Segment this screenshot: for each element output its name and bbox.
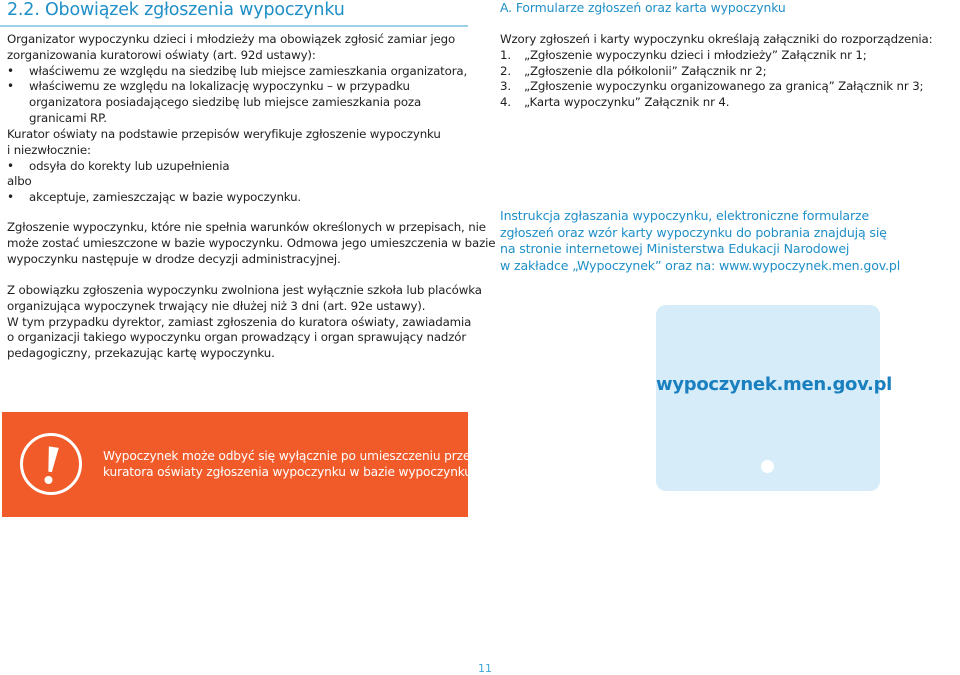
text-line: wypoczynku następuje w drodze decyzji administracyjnej. <box>7 251 341 266</box>
bullet-item: • odsyła do korekty lub uzupełnienia <box>7 159 469 175</box>
page-number: 11 <box>478 662 492 675</box>
list-number: 4. <box>500 95 511 110</box>
bullet-item: • właściwemu ze względu na lokalizację wypoczynku – w przypadku organizatora posiadającego siedzibę lub miejsce zamieszkania poza granicami RP. <box>7 79 469 126</box>
website-link[interactable]: wypoczynek.men.gov.pl <box>656 374 893 395</box>
instructions-note <box>500 208 940 274</box>
list-item <box>500 79 940 95</box>
text-line: pedagogiczny, przekazując kartę wypoczynku. <box>7 346 275 361</box>
text-line: Organizator wypoczynku dzieci i młodzieży ma obowiązek zgłosić zamiar jego <box>7 32 456 46</box>
exclamation-circle-icon <box>20 433 82 495</box>
list-item <box>500 64 940 80</box>
text-line: Zgłoszenie wypoczynku, które nie spełnia warunków określonych w przepisach, nie <box>7 220 486 234</box>
monitor-screen <box>664 313 872 483</box>
info-line: Instrukcja zgłaszania wypoczynku, elektroniczne formularze <box>500 208 870 223</box>
list-number: 3. <box>500 79 511 94</box>
text-line: o organizacji takiego wypoczynku organ prowadzący i organ sprawujący nadzór <box>7 330 467 345</box>
text-line: Z obowiązku zgłoszenia wypoczynku zwolniona jest wyłącznie szkoła lub placówka <box>7 283 482 297</box>
list-item <box>500 48 940 64</box>
list-text: „Zgłoszenie dla półkolonii” Załącznik nr 2; <box>524 63 767 78</box>
paragraph-exemption <box>7 283 482 362</box>
list-number: 2. <box>500 63 511 78</box>
alert-message <box>103 448 477 480</box>
text-line: Kurator oświaty na podstawie przepisów weryfikuje zgłoszenie wypoczynku <box>7 127 441 141</box>
forms-list-section <box>500 32 940 111</box>
list-text: „Zgłoszenie wypoczynku organizowanego za granicą” Załącznik nr 3; <box>524 79 924 94</box>
text-line: albo <box>7 174 32 189</box>
alert-line: Wypoczynek może odbyć się wyłącznie po umieszczeniu przez <box>103 449 477 463</box>
title-underline <box>0 25 468 27</box>
info-line: w zakładce „Wypoczynek” oraz na: www.wypoczynek.men.gov.pl <box>500 257 901 273</box>
paragraph-refusal <box>7 220 496 267</box>
page-title: 2.2. Obowiązek zgłoszenia wypoczynku <box>7 0 345 20</box>
text-line: może zostać umieszczone w bazie wypoczynku. Odmowa jego umieszczenia w bazie <box>7 235 496 250</box>
list-number: 1. <box>500 47 511 62</box>
bullet-item: • właściwemu ze względu na siedzibę lub miejsce zamieszkania organizatora, <box>7 64 469 80</box>
paragraph-obligation <box>7 32 469 127</box>
section-heading: A. Formularze zgłoszeń oraz karta wypoczynku <box>500 0 786 15</box>
text-line: zorganizowania kuratorowi oświaty (art. 92d ustawy): <box>7 47 316 62</box>
text-line: organizująca wypoczynek trwający nie dłużej niż 3 dni (art. 92e ustawy). <box>7 298 426 313</box>
list-text: „Zgłoszenie wypoczynku dzieci i młodzieży” Załącznik nr 1; <box>524 47 867 62</box>
text-line: i niezwłocznie: <box>7 142 91 157</box>
alert-line: kuratora oświaty zgłoszenia wypoczynku w bazie wypoczynku. <box>103 465 476 479</box>
info-line: na stronie internetowej Ministerstwa Edukacji Narodowej <box>500 241 850 257</box>
paragraph-verification <box>7 127 469 206</box>
forms-intro: Wzory zgłoszeń i karty wypoczynku określają załączniki do rozporządzenia: <box>500 32 933 46</box>
list-text: „Karta wypoczynku” Załącznik nr 4. <box>524 95 730 110</box>
text-line: W tym przypadku dyrektor, zamiast zgłoszenia do kuratora oświaty, zawiadamia <box>7 314 472 329</box>
list-item <box>500 95 940 111</box>
info-line: zgłoszeń oraz wzór karty wypoczynku do pobrania znajdują się <box>500 224 887 240</box>
bullet-item: • akceptuje, zamieszczając w bazie wypoczynku. <box>7 190 469 206</box>
monitor-button-icon <box>761 460 774 473</box>
